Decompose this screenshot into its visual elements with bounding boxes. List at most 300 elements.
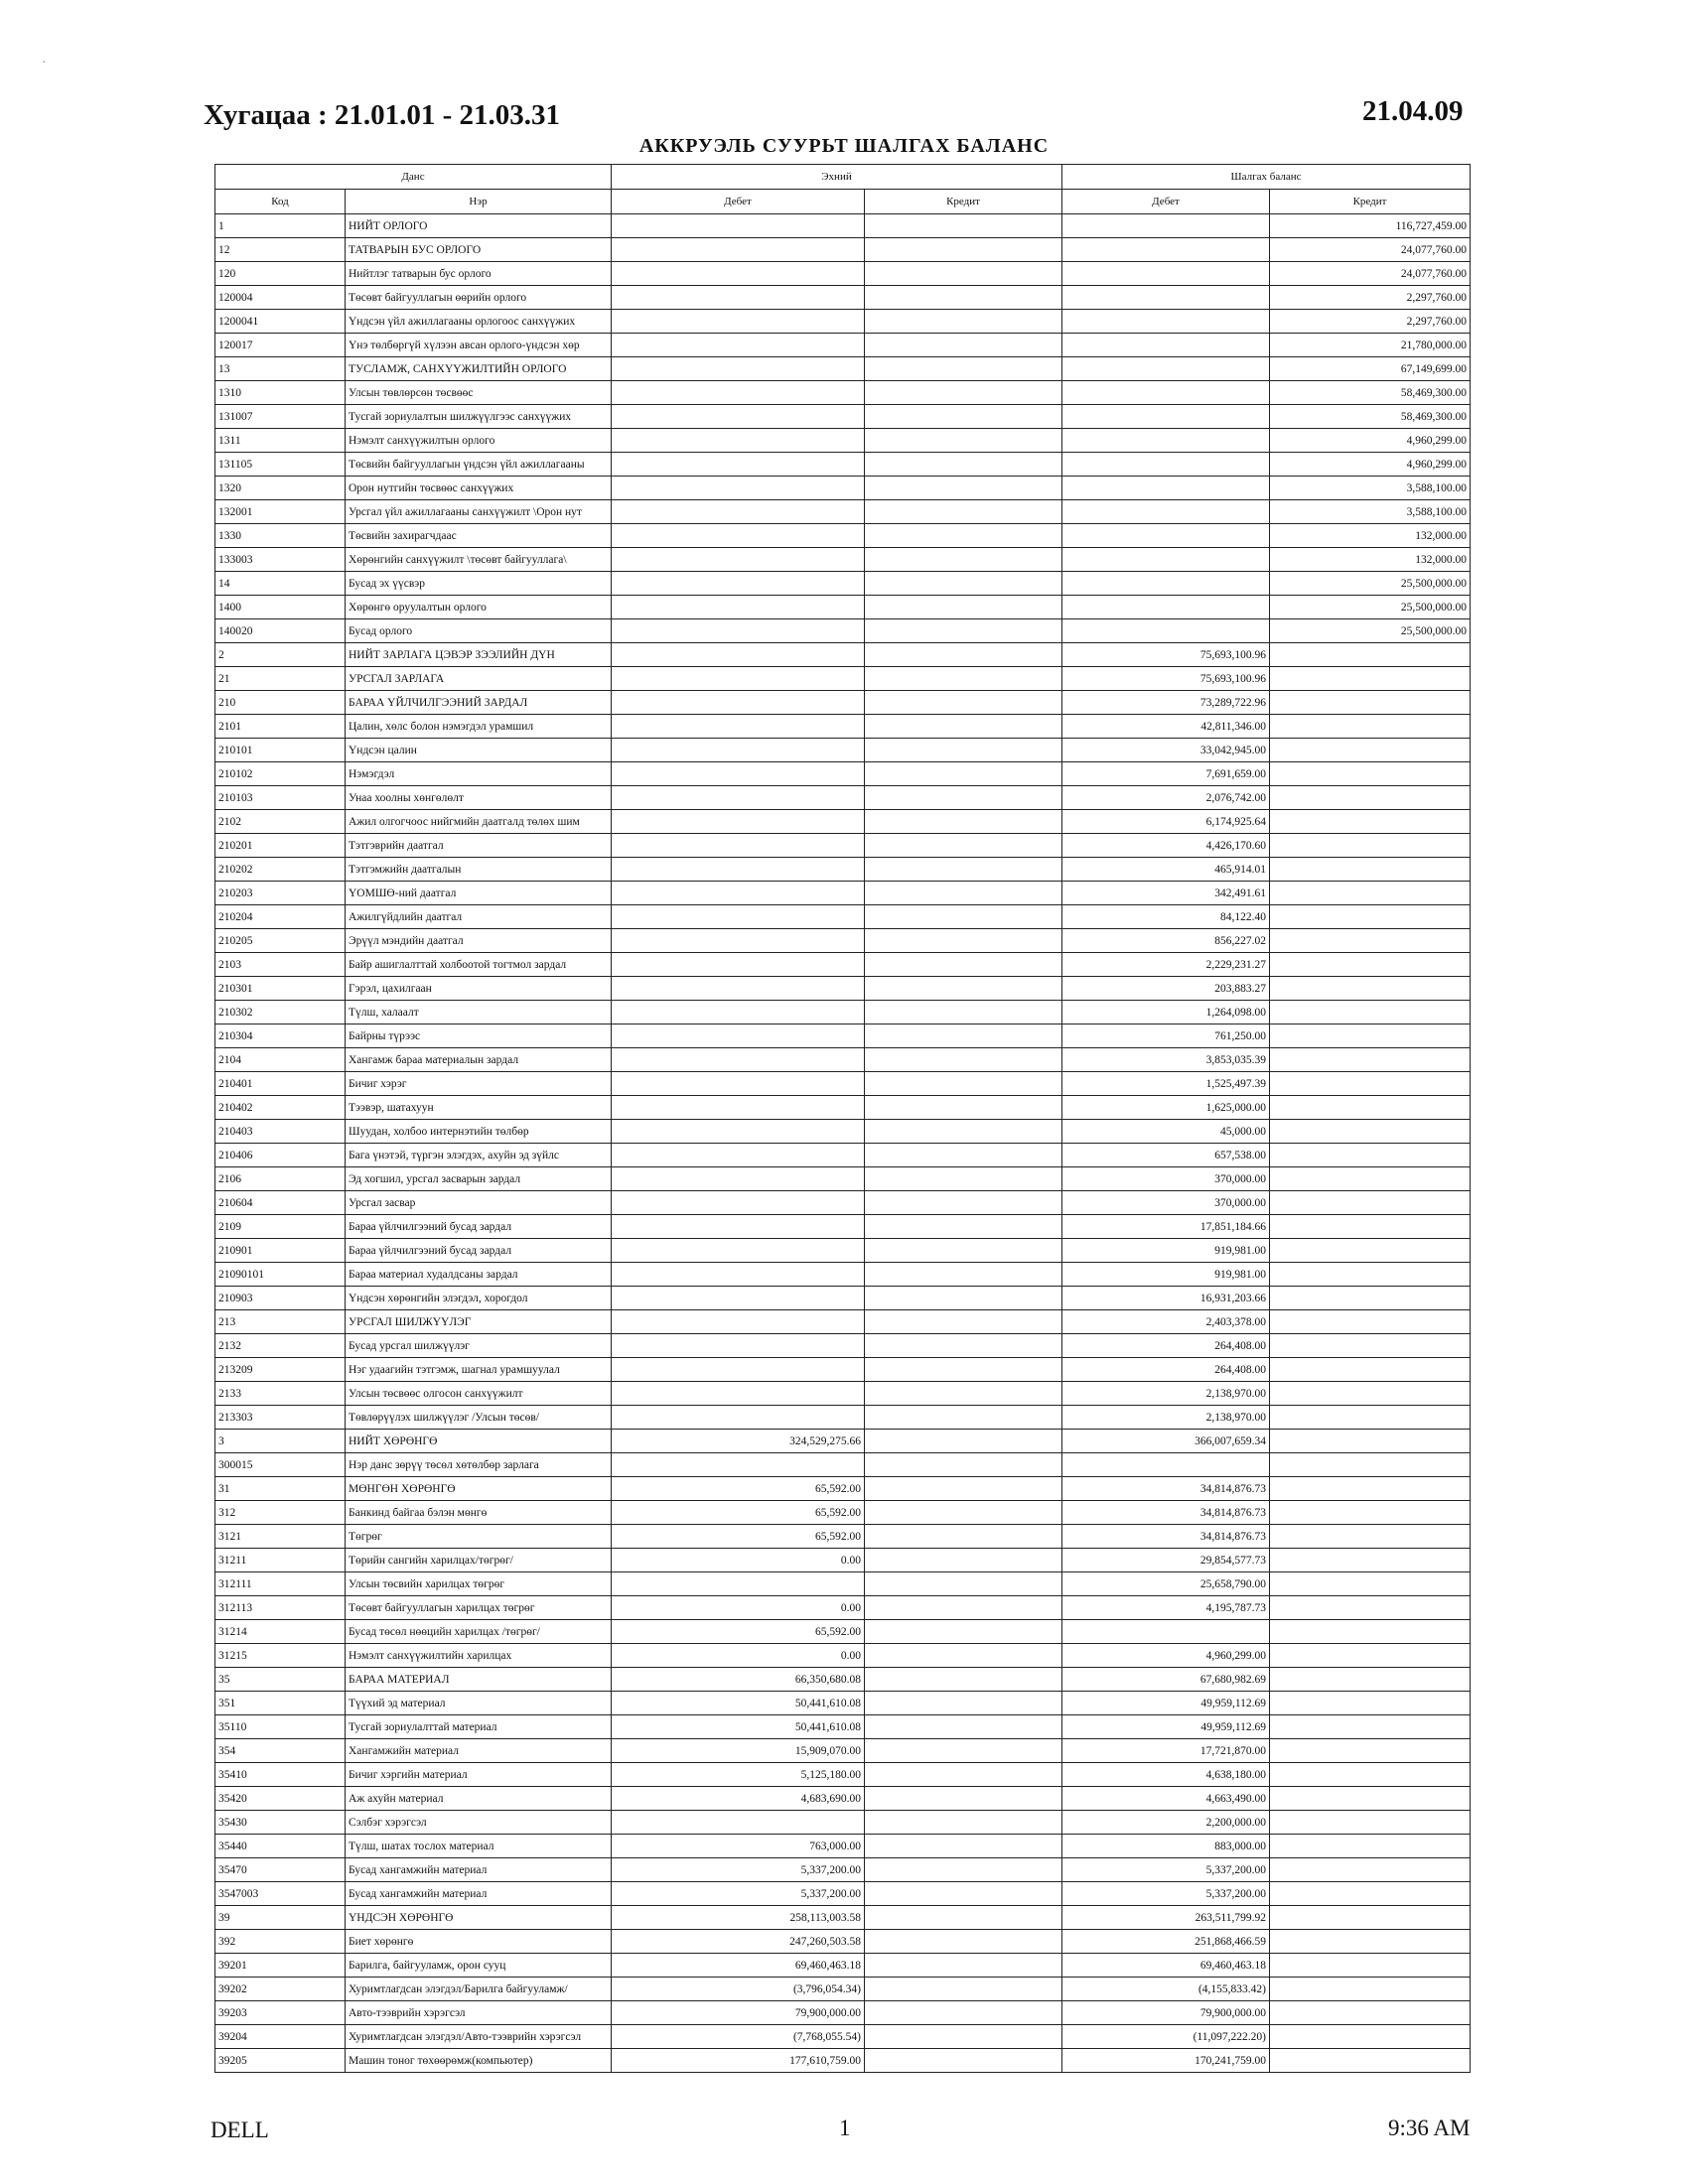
cell-balance-credit [1270,1191,1471,1215]
cell-opening-credit [865,1334,1062,1358]
cell-balance-debit [1062,572,1270,596]
cell-name: ТАТВАРЫН БУС ОРЛОГО [346,238,612,262]
cell-balance-credit [1270,1763,1471,1787]
column-header-balance-credit: Кредит [1270,190,1471,214]
cell-opening-debit [612,1358,865,1382]
cell-opening-credit [865,453,1062,477]
cell-balance-debit: 251,868,466.59 [1062,1930,1270,1954]
cell-opening-credit [865,1644,1062,1668]
cell-opening-debit [612,214,865,238]
cell-balance-credit: 58,469,300.00 [1270,405,1471,429]
cell-name: Нэр данс зөрүү төсөл хөтөлбөр зарлага [346,1453,612,1477]
cell-code: 210103 [215,786,346,810]
cell-opening-debit [612,667,865,691]
cell-code: 39203 [215,2001,346,2025]
cell-balance-debit [1062,405,1270,429]
cell-balance-credit [1270,977,1471,1001]
cell-balance-debit: 25,658,790.00 [1062,1572,1270,1596]
cell-name: Хангамж бараа материалын зардал [346,1048,612,1072]
cell-balance-debit: 170,241,759.00 [1062,2049,1270,2073]
cell-balance-debit: 75,693,100.96 [1062,643,1270,667]
cell-opening-credit [865,1263,1062,1287]
cell-code: 39204 [215,2025,346,2049]
cell-name: Орон нутгийн төсвөөс санхүүжих [346,477,612,500]
cell-balance-debit: 42,811,346.00 [1062,715,1270,739]
cell-balance-credit [1270,905,1471,929]
cell-code: 131007 [215,405,346,429]
cell-name: Ажилгүйдлийн даатгал [346,905,612,929]
cell-opening-debit: 258,113,003.58 [612,1906,865,1930]
table-row [215,1239,1471,1263]
cell-balance-credit: 3,588,100.00 [1270,477,1471,500]
cell-opening-credit [865,786,1062,810]
table-row [215,1668,1471,1692]
cell-name: Унаа хоолны хөнгөлөлт [346,786,612,810]
table-row [215,357,1471,381]
table-row [215,715,1471,739]
table-row [215,1501,1471,1525]
cell-opening-debit [612,1096,865,1120]
cell-opening-debit: 177,610,759.00 [612,2049,865,2073]
cell-opening-credit [865,286,1062,310]
cell-name: Улсын төсвийн харилцах төгрөг [346,1572,612,1596]
cell-balance-debit: 67,680,982.69 [1062,1668,1270,1692]
cell-balance-debit: 1,525,497.39 [1062,1072,1270,1096]
cell-balance-debit [1062,453,1270,477]
cell-balance-credit [1270,858,1471,882]
cell-opening-credit [865,882,1062,905]
table-row [215,524,1471,548]
cell-balance-credit [1270,1167,1471,1191]
table-row [215,953,1471,977]
cell-balance-credit [1270,1215,1471,1239]
cell-opening-debit [612,477,865,500]
cell-code: 213 [215,1310,346,1334]
cell-opening-credit [865,1477,1062,1501]
cell-name: Урсгал үйл ажиллагааны санхүүжилт \Орон нут [346,500,612,524]
cell-opening-credit [865,2001,1062,2025]
cell-opening-debit [612,262,865,286]
cell-opening-credit [865,1930,1062,1954]
cell-opening-debit: 324,529,275.66 [612,1430,865,1453]
cell-code: 31215 [215,1644,346,1668]
cell-balance-debit: 17,851,184.66 [1062,1215,1270,1239]
cell-opening-debit [612,1120,865,1144]
cell-balance-credit [1270,1620,1471,1644]
table-row [215,1739,1471,1763]
cell-opening-credit [865,1191,1062,1215]
cell-name: Бусад хангамжийн материал [346,1882,612,1906]
table-row [215,262,1471,286]
cell-opening-credit [865,1001,1062,1024]
cell-opening-credit [865,1787,1062,1811]
cell-opening-credit [865,1692,1062,1715]
cell-opening-credit [865,619,1062,643]
table-row [215,1954,1471,1978]
cell-name: Тэтгэмжийн даатгалын [346,858,612,882]
cell-balance-credit [1270,1787,1471,1811]
table-row [215,1525,1471,1549]
cell-code: 21090101 [215,1263,346,1287]
cell-balance-credit [1270,1715,1471,1739]
cell-opening-credit [865,762,1062,786]
cell-balance-credit [1270,1644,1471,1668]
cell-code: 210204 [215,905,346,929]
table-body [215,214,1471,2073]
cell-balance-debit [1062,334,1270,357]
group-header-check-balance: Шалгах баланс [1062,165,1471,190]
cell-balance-debit [1062,548,1270,572]
cell-balance-credit [1270,953,1471,977]
cell-balance-debit: 69,460,463.18 [1062,1954,1270,1978]
cell-name: Төсвийн байгууллагын үндсэн үйл ажиллагааны [346,453,612,477]
cell-balance-debit: 1,625,000.00 [1062,1096,1270,1120]
cell-name: Хөрөнгийн санхүүжилт \төсөвт байгууллага\ [346,548,612,572]
footer-label: DELL [211,2117,269,2142]
table-row [215,1215,1471,1239]
cell-opening-credit [865,548,1062,572]
cell-opening-debit: 65,592.00 [612,1501,865,1525]
table-row [215,1835,1471,1858]
cell-code: 132001 [215,500,346,524]
cell-opening-credit [865,357,1062,381]
cell-opening-debit [612,1811,865,1835]
cell-opening-credit [865,1430,1062,1453]
table-row [215,1167,1471,1191]
cell-code: 21 [215,667,346,691]
cell-code: 1330 [215,524,346,548]
cell-opening-debit [612,1048,865,1072]
cell-code: 210403 [215,1120,346,1144]
cell-balance-credit [1270,1406,1471,1430]
cell-name: УРСГАЛ ЗАРЛАГА [346,667,612,691]
cell-name: МӨНГӨН ХӨРӨНГӨ [346,1477,612,1501]
table-row [215,834,1471,858]
cell-opening-credit [865,1763,1062,1787]
cell-balance-credit: 116,727,459.00 [1270,214,1471,238]
cell-code: 35410 [215,1763,346,1787]
cell-balance-debit: 6,174,925.64 [1062,810,1270,834]
cell-opening-debit [612,286,865,310]
table-row [215,1096,1471,1120]
cell-name: Авто-тээврийн хэрэгсэл [346,2001,612,2025]
table-row [215,381,1471,405]
cell-balance-debit: 856,227.02 [1062,929,1270,953]
cell-name: Төгрөг [346,1525,612,1549]
cell-code: 354 [215,1739,346,1763]
cell-code: 312111 [215,1572,346,1596]
table-row [215,1001,1471,1024]
cell-opening-debit: 0.00 [612,1644,865,1668]
cell-opening-credit [865,310,1062,334]
table-row [215,1072,1471,1096]
cell-opening-credit [865,1668,1062,1692]
cell-name: Байрны түрээс [346,1024,612,1048]
cell-name: Улсын төвлөрсөн төсвөөс [346,381,612,405]
cell-balance-credit [1270,1572,1471,1596]
cell-opening-debit [612,905,865,929]
table-row [215,1596,1471,1620]
cell-balance-credit [1270,1739,1471,1763]
cell-opening-debit [612,1334,865,1358]
cell-code: 39 [215,1906,346,1930]
cell-code: 210201 [215,834,346,858]
cell-balance-credit: 21,780,000.00 [1270,334,1471,357]
cell-opening-credit [865,1978,1062,2001]
cell-opening-debit [612,1024,865,1048]
cell-name: Үнэ төлбөргүй хүлээн авсан орлого-үндсэн хөр [346,334,612,357]
cell-balance-debit: 17,721,870.00 [1062,1739,1270,1763]
table-row [215,500,1471,524]
cell-opening-credit [865,1501,1062,1525]
cell-code: 1200041 [215,310,346,334]
cell-balance-debit [1062,619,1270,643]
table-row [215,1549,1471,1572]
cell-name: Шуудан, холбоо интернэтийн төлбөр [346,1120,612,1144]
cell-balance-credit [1270,667,1471,691]
cell-balance-debit: 2,200,000.00 [1062,1811,1270,1835]
table-row [215,1644,1471,1668]
cell-name: Үндсэн цалин [346,739,612,762]
cell-balance-credit: 2,297,760.00 [1270,286,1471,310]
cell-opening-debit [612,405,865,429]
cell-opening-credit [865,977,1062,1001]
cell-opening-debit [612,1406,865,1430]
report-period: Хугацаа : 21.01.01 - 21.03.31 [204,99,561,131]
cell-opening-credit [865,905,1062,929]
table-row [215,1787,1471,1811]
cell-code: 392 [215,1930,346,1954]
cell-opening-debit [612,238,865,262]
cell-opening-credit [865,1406,1062,1430]
cell-name: Бараа үйлчилгээний бусад зардал [346,1215,612,1239]
cell-name: Нэмэгдэл [346,762,612,786]
cell-opening-credit [865,262,1062,286]
cell-code: 210402 [215,1096,346,1120]
cell-name: Эд хогшил, урсгал засварын зардал [346,1167,612,1191]
cell-opening-debit [612,1382,865,1406]
cell-name: Төсвийн захирагчдаас [346,524,612,548]
cell-balance-credit [1270,1001,1471,1024]
cell-balance-debit: 3,853,035.39 [1062,1048,1270,1072]
cell-code: 351 [215,1692,346,1715]
cell-opening-credit [865,1715,1062,1739]
cell-opening-debit [612,357,865,381]
cell-name: Тусгай зориулалтын шилжүүлгээс санхүүжих [346,405,612,429]
cell-code: 2133 [215,1382,346,1406]
cell-balance-credit: 58,469,300.00 [1270,381,1471,405]
cell-opening-debit [612,334,865,357]
cell-balance-credit [1270,1882,1471,1906]
cell-balance-debit: 2,076,742.00 [1062,786,1270,810]
cell-opening-debit [612,929,865,953]
cell-balance-debit: 919,981.00 [1062,1263,1270,1287]
cell-code: 210604 [215,1191,346,1215]
cell-balance-credit [1270,2001,1471,2025]
table-row [215,1406,1471,1430]
cell-opening-credit [865,1167,1062,1191]
cell-balance-debit: 5,337,200.00 [1062,1882,1270,1906]
cell-balance-debit [1062,310,1270,334]
cell-opening-debit [612,786,865,810]
cell-balance-debit [1062,1453,1270,1477]
table-row [215,596,1471,619]
column-header-balance-debit: Дебет [1062,190,1270,214]
table-row [215,548,1471,572]
cell-opening-debit [612,524,865,548]
cell-code: 2 [215,643,346,667]
cell-name: Ажил олгогчоос нийгмийн даатгалд төлөх шим [346,810,612,834]
cell-code: 2132 [215,1334,346,1358]
table-row [215,1763,1471,1787]
cell-balance-credit: 132,000.00 [1270,524,1471,548]
cell-opening-credit [865,1358,1062,1382]
cell-opening-credit [865,1954,1062,1978]
cell-balance-debit: 761,250.00 [1062,1024,1270,1048]
cell-balance-credit [1270,1930,1471,1954]
cell-code: 312 [215,1501,346,1525]
table-row [215,1978,1471,2001]
cell-name: Бараа материал худалдсаны зардал [346,1263,612,1287]
table-row [215,1430,1471,1453]
column-header-opening-credit: Кредит [865,190,1062,214]
cell-code: 210304 [215,1024,346,1048]
table-row [215,1453,1471,1477]
cell-opening-credit [865,834,1062,858]
cell-opening-debit [612,572,865,596]
cell-opening-debit: 65,592.00 [612,1525,865,1549]
report-title: АККРУЭЛЬ СУУРЬТ ШАЛГАХ БАЛАНС [638,135,1050,157]
cell-balance-credit: 132,000.00 [1270,548,1471,572]
cell-balance-credit [1270,1358,1471,1382]
cell-name: ҮОМШӨ-ний даатгал [346,882,612,905]
cell-opening-credit [865,643,1062,667]
cell-opening-debit [612,762,865,786]
table-row [215,1811,1471,1835]
cell-balance-credit [1270,1501,1471,1525]
cell-opening-debit: (3,796,054.34) [612,1978,865,2001]
cell-balance-credit [1270,691,1471,715]
cell-opening-debit [612,619,865,643]
cell-balance-debit: 1,264,098.00 [1062,1001,1270,1024]
cell-balance-debit: 49,959,112.69 [1062,1715,1270,1739]
cell-name: Бусад орлого [346,619,612,643]
table-row [215,1120,1471,1144]
cell-balance-debit: 84,122.40 [1062,905,1270,929]
cell-opening-credit [865,1739,1062,1763]
cell-opening-credit [865,1310,1062,1334]
cell-balance-debit: 73,289,722.96 [1062,691,1270,715]
cell-balance-debit: 75,693,100.96 [1062,667,1270,691]
cell-balance-credit [1270,1024,1471,1048]
cell-code: 131105 [215,453,346,477]
cell-name: Бараа үйлчилгээний бусад зардал [346,1239,612,1263]
cell-name: Бичиг хэргийн материал [346,1763,612,1787]
cell-balance-debit: (4,155,833.42) [1062,1978,1270,2001]
cell-opening-debit: 66,350,680.08 [612,1668,865,1692]
table-row [215,667,1471,691]
cell-balance-debit [1062,477,1270,500]
cell-opening-credit [865,1287,1062,1310]
cell-name: Хуримтлагдсан элэгдэл/Барилга байгууламж/ [346,1978,612,2001]
cell-balance-credit [1270,810,1471,834]
cell-balance-debit: 49,959,112.69 [1062,1692,1270,1715]
cell-code: 120 [215,262,346,286]
cell-name: ҮНДСЭН ХӨРӨНГӨ [346,1906,612,1930]
cell-balance-debit: 342,491.61 [1062,882,1270,905]
cell-name: НИЙТ ОРЛОГО [346,214,612,238]
cell-balance-credit [1270,882,1471,905]
report-date: 21.04.09 [1362,95,1464,127]
cell-name: БАРАА ҮЙЛЧИЛГЭЭНИЙ ЗАРДАЛ [346,691,612,715]
cell-opening-debit [612,453,865,477]
cell-opening-debit [612,643,865,667]
cell-balance-debit: 34,814,876.73 [1062,1477,1270,1501]
cell-opening-credit [865,1144,1062,1167]
cell-name: Бусад төсөл нөөцийн харилцах /төгрөг/ [346,1620,612,1644]
cell-code: 31214 [215,1620,346,1644]
group-header-account: Данс [215,165,612,190]
cell-opening-debit: 5,337,200.00 [612,1858,865,1882]
cell-balance-debit: 5,337,200.00 [1062,1858,1270,1882]
cell-code: 39205 [215,2049,346,2073]
cell-balance-credit [1270,1048,1471,1072]
cell-balance-credit [1270,643,1471,667]
cell-name: Төвлөрүүлэх шилжүүлэг /Улсын төсөв/ [346,1406,612,1430]
cell-balance-debit: 264,408.00 [1062,1334,1270,1358]
cell-opening-debit [612,977,865,1001]
cell-opening-debit [612,810,865,834]
cell-code: 35110 [215,1715,346,1739]
cell-opening-debit [612,1144,865,1167]
cell-code: 35440 [215,1835,346,1858]
cell-balance-debit: 2,138,970.00 [1062,1382,1270,1406]
cell-opening-credit [865,739,1062,762]
cell-name: Аж ахуйн материал [346,1787,612,1811]
column-header-code: Код [215,190,346,214]
cell-code: 210302 [215,1001,346,1024]
cell-opening-credit [865,1382,1062,1406]
cell-name: БАРАА МАТЕРИАЛ [346,1668,612,1692]
cell-balance-debit [1062,524,1270,548]
cell-balance-credit [1270,1525,1471,1549]
cell-balance-credit: 25,500,000.00 [1270,596,1471,619]
cell-code: 1310 [215,381,346,405]
cell-balance-credit [1270,1596,1471,1620]
cell-balance-credit [1270,1144,1471,1167]
table-row [215,786,1471,810]
table-row [215,405,1471,429]
cell-name: Урсгал засвар [346,1191,612,1215]
table-row [215,2049,1471,2073]
cell-opening-credit [865,1215,1062,1239]
cell-opening-debit: 763,000.00 [612,1835,865,1858]
cell-opening-debit: 0.00 [612,1596,865,1620]
cell-opening-credit [865,429,1062,453]
cell-name: Бага үнэтэй, түргэн элэгдэх, ахуйн эд зүйлс [346,1144,612,1167]
table-row [215,643,1471,667]
cell-balance-credit [1270,1906,1471,1930]
cell-opening-debit [612,1287,865,1310]
cell-balance-debit: 2,138,970.00 [1062,1406,1270,1430]
cell-opening-credit [865,596,1062,619]
cell-balance-debit: 883,000.00 [1062,1835,1270,1858]
cell-opening-debit [612,882,865,905]
cell-balance-debit [1062,381,1270,405]
cell-opening-credit [865,929,1062,953]
cell-name: УРСГАЛ ШИЛЖҮҮЛЭГ [346,1310,612,1334]
cell-opening-debit [612,953,865,977]
